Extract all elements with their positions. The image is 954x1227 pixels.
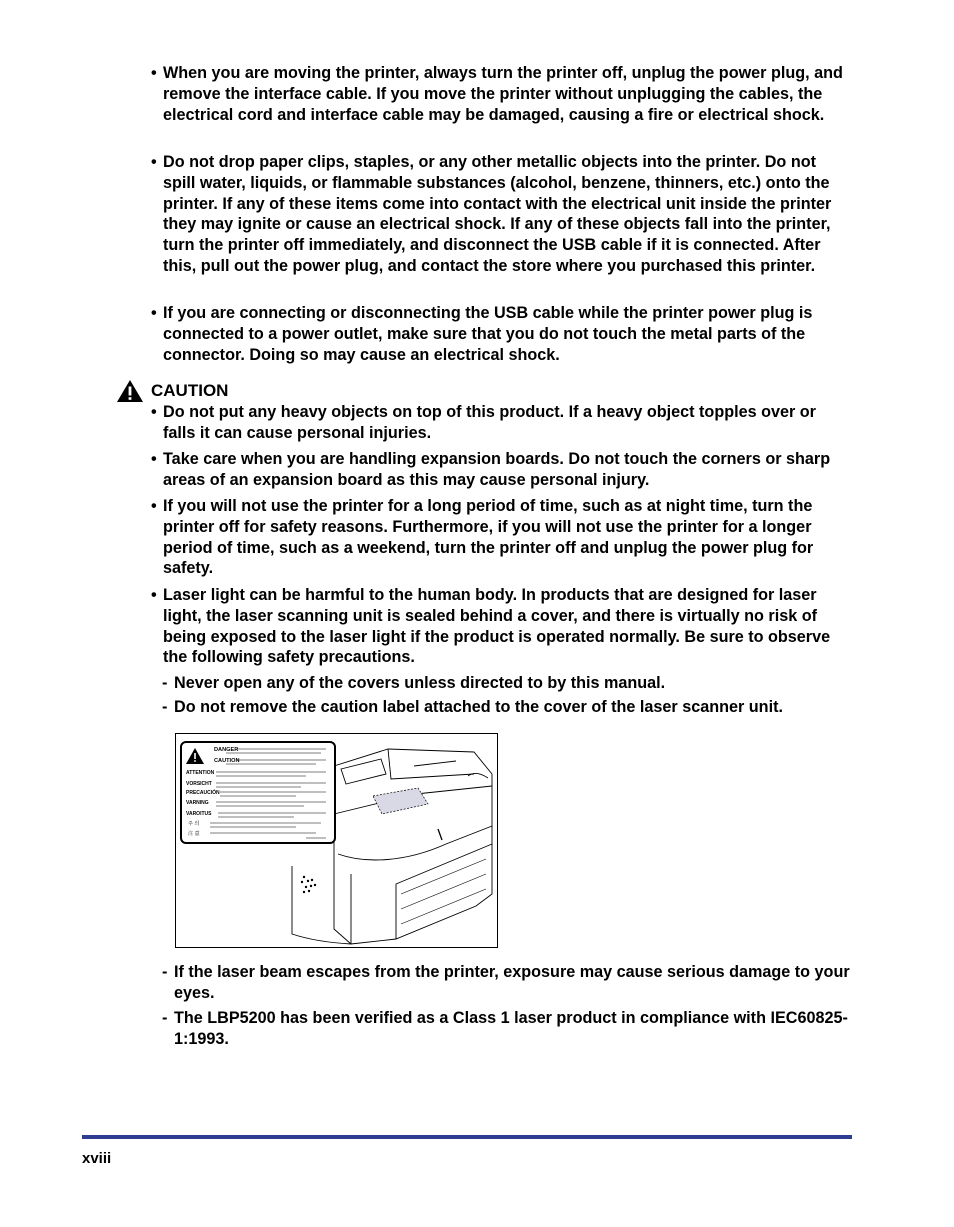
label-lang-0: ATTENTION	[186, 770, 215, 776]
label-lang-4: VAROITUS	[186, 811, 212, 817]
label-lang-6: 注 意	[188, 831, 200, 837]
dash-mark: -	[162, 1009, 168, 1027]
bullet-long-period	[151, 496, 851, 579]
caution-heading	[116, 379, 228, 403]
bullet-dot: •	[151, 304, 157, 322]
bullet-moving-printer	[151, 63, 851, 125]
dash-mark: -	[162, 674, 168, 692]
dash-never-open-covers	[162, 673, 852, 694]
dash-class1-compliance	[162, 1008, 852, 1050]
bullet-heavy-objects	[151, 402, 851, 444]
bullet-dot: •	[151, 497, 157, 515]
bullet-metallic-objects	[151, 152, 851, 277]
label-lang-5: 주 의	[188, 821, 200, 827]
printer-illustration	[176, 734, 497, 947]
printer-label-illustration	[175, 733, 498, 948]
dash-caution-label	[162, 697, 852, 718]
dash-mark: -	[162, 963, 168, 981]
label-caution: CAUTION	[214, 758, 240, 764]
dash-text: Do not remove the caution label attached to the cover of the laser scanner unit.	[174, 698, 783, 716]
footer-rule	[82, 1135, 852, 1139]
bullet-text: Take care when you are handling expansion boards. Do not touch the corners or sharp areas of an expansion board as this may cause personal injury.	[163, 450, 831, 489]
bullet-text: Do not drop paper clips, staples, or any other metallic objects into the printer. Do not spill water, liquids, or flammable substances (alcohol, benzene, thinners, etc.) onto the printer. If any of these items come into contact with the electrical unit inside the printer they may ignite or cause an electrical shock. If any of these objects fall into the printer, turn the printer off immediately, and disconnect the USB cable if it is connected. After this, pull out the power plug, and contact the store where you purchased this printer.	[163, 153, 832, 275]
bullet-text: If you are connecting or disconnecting the USB cable while the printer power plug is connected to a power outlet, make sure that you do not touch the metal parts of the connector. Doing so may cause an electrical shock.	[163, 304, 813, 364]
bullet-text: When you are moving the printer, always turn the printer off, unplug the power plug, and remove the interface cable. If you move the printer without unplugging the cables, the electrical cord and interface cable may be damaged, causing a fire or electrical shock.	[163, 64, 843, 124]
bullet-text: Do not put any heavy objects on top of this product. If a heavy object topples over or falls it can cause personal injuries.	[163, 403, 816, 442]
bullet-dot: •	[151, 586, 157, 604]
warning-triangle-icon	[116, 379, 144, 403]
bullet-laser-light	[151, 585, 851, 668]
dash-text: Never open any of the covers unless directed to by this manual.	[174, 674, 666, 692]
bullet-dot: •	[151, 450, 157, 468]
bullet-dot: •	[151, 403, 157, 421]
dash-text: If the laser beam escapes from the printer, exposure may cause serious damage to your eyes.	[174, 963, 850, 1002]
page-number: xviii	[82, 1150, 112, 1167]
bullet-dot: •	[151, 153, 157, 171]
bullet-text: Laser light can be harmful to the human body. In products that are designed for laser light, the laser scanning unit is sealed behind a cover, and there is virtually no risk of being exposed to the laser light if the product is operated normally. Be sure to observe the following safety precautions.	[163, 586, 831, 667]
bullet-expansion-boards	[151, 449, 851, 491]
dash-laser-beam	[162, 962, 852, 1004]
bullet-text: If you will not use the printer for a long period of time, such as at night time, turn the printer off for safety reasons. Furthermore, if you will not use the printer for a longer period of time, such as a weekend, turn the printer off and unplug the power plug for safety.	[163, 497, 814, 578]
dash-mark: -	[162, 698, 168, 716]
bullet-dot: •	[151, 64, 157, 82]
label-lang-2: PRECAUCIÓN	[186, 790, 220, 796]
label-danger: DANGER	[214, 747, 239, 753]
label-lang-1: VORSICHT	[186, 781, 212, 787]
bullet-usb-cable	[151, 303, 851, 365]
caution-heading-label: CAUTION	[151, 381, 229, 400]
dash-text: The LBP5200 has been verified as a Class 1 laser product in compliance with IEC60825-1:1993.	[174, 1009, 848, 1048]
label-lang-3: VARNING	[186, 800, 209, 806]
